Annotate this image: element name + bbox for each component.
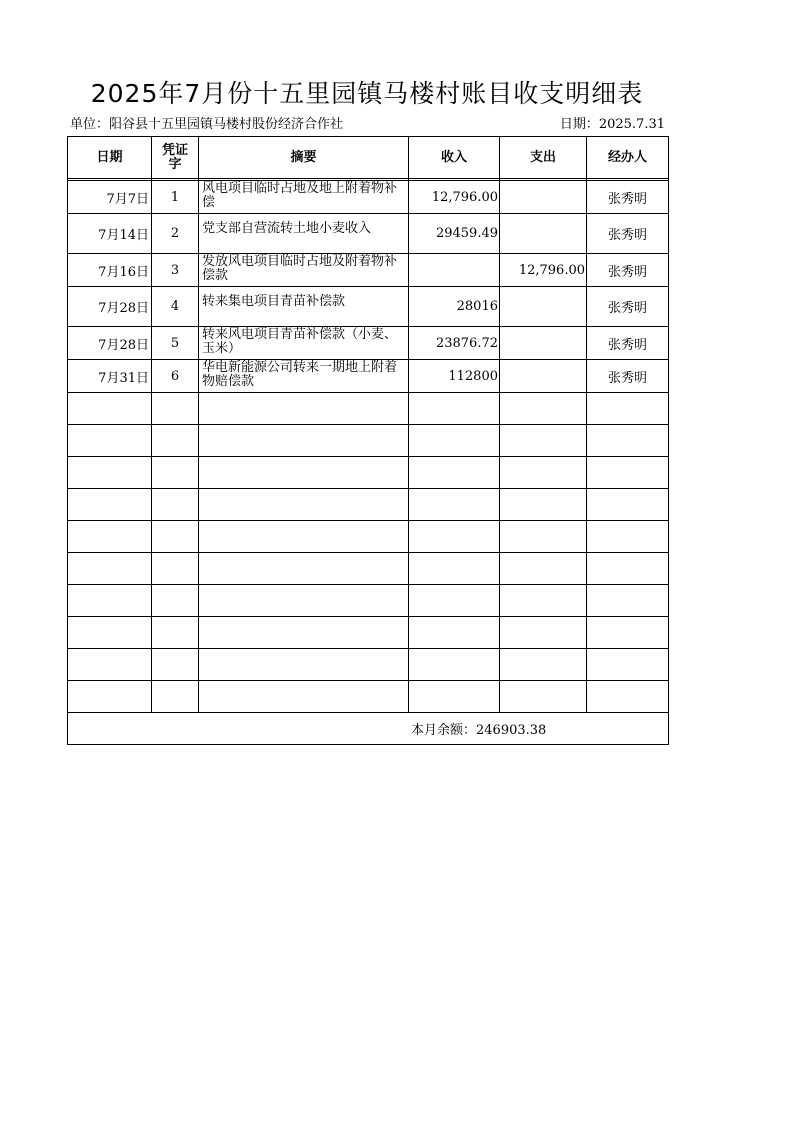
empty-row xyxy=(68,585,669,617)
cell-date: 7月14日 xyxy=(68,214,152,254)
cell-income: 23876.72 xyxy=(409,327,500,360)
empty-row xyxy=(68,681,669,713)
page-title: 2025年7月份十五里园镇马楼村账目收支明细表 xyxy=(90,79,644,108)
cell-income: 12,796.00 xyxy=(409,181,500,214)
cell-handler: 张秀明 xyxy=(587,327,669,360)
report-date: 日期：2025.7.31 xyxy=(559,117,665,132)
empty-row xyxy=(68,553,669,585)
header-voucher: 凭证字 xyxy=(152,137,199,179)
summary-text: 转来集电项目青苗补偿款 xyxy=(202,294,346,309)
cell-handler: 张秀明 xyxy=(587,360,669,393)
cell-handler: 张秀明 xyxy=(587,254,669,287)
empty-row xyxy=(68,457,669,489)
table-row xyxy=(68,287,669,327)
header-summary: 摘要 xyxy=(199,137,409,179)
header-handler: 经办人 xyxy=(587,137,669,179)
cell-summary xyxy=(199,214,409,254)
table-row xyxy=(68,327,669,360)
table-row xyxy=(68,360,669,393)
cell-date: 7月16日 xyxy=(68,254,152,287)
summary-text: 发放风电项目临时占地及附着物补偿款 xyxy=(202,254,398,283)
cell-summary xyxy=(199,327,409,360)
cell-summary xyxy=(199,287,409,327)
table-row xyxy=(68,214,669,254)
balance-row xyxy=(68,713,669,745)
cell-summary xyxy=(199,254,409,287)
summary-text: 风电项目临时占地及地上附着物补偿 xyxy=(202,181,398,210)
cell-handler: 张秀明 xyxy=(587,287,669,327)
summary-text: 转来风电项目青苗补偿款（小麦、玉米） xyxy=(202,327,398,356)
cell-summary xyxy=(199,360,409,393)
cell-expense xyxy=(500,181,587,214)
cell-expense xyxy=(500,327,587,360)
cell-voucher: 4 xyxy=(152,287,199,327)
empty-row xyxy=(68,425,669,457)
cell-expense xyxy=(500,360,587,393)
cell-voucher: 1 xyxy=(152,181,199,214)
empty-row xyxy=(68,649,669,681)
header-row xyxy=(68,137,669,179)
cell-date: 7月31日 xyxy=(68,360,152,393)
table-row xyxy=(68,254,669,287)
cell-income: 112800 xyxy=(409,360,500,393)
summary-text: 党支部自营流转土地小麦收入 xyxy=(202,221,372,236)
cell-income: 29459.49 xyxy=(409,214,500,254)
cell-voucher: 5 xyxy=(152,327,199,360)
cell-income xyxy=(409,254,500,287)
cell-expense: 12,796.00 xyxy=(500,254,587,287)
cell-voucher: 2 xyxy=(152,214,199,254)
summary-text: 华电新能源公司转来一期地上附着物赔偿款 xyxy=(202,360,398,389)
cell-expense xyxy=(500,287,587,327)
header-expense: 支出 xyxy=(500,137,587,179)
cell-handler: 张秀明 xyxy=(587,181,669,214)
cell-handler: 张秀明 xyxy=(587,214,669,254)
ledger-table xyxy=(67,136,669,745)
cell-voucher: 3 xyxy=(152,254,199,287)
cell-expense xyxy=(500,214,587,254)
header-date: 日期 xyxy=(68,137,152,179)
balance-text: 本月余额：246903.38 xyxy=(411,723,547,738)
empty-row xyxy=(68,617,669,649)
empty-row xyxy=(68,521,669,553)
unit-label: 单位：阳谷县十五里园镇马楼村股份经济合作社 xyxy=(70,117,344,132)
header-income: 收入 xyxy=(409,137,500,179)
cell-date: 7月28日 xyxy=(68,287,152,327)
balance-cell xyxy=(68,713,669,745)
empty-row xyxy=(68,489,669,521)
cell-date: 7月28日 xyxy=(68,327,152,360)
cell-voucher: 6 xyxy=(152,360,199,393)
table-row xyxy=(68,181,669,214)
cell-date: 7月7日 xyxy=(68,181,152,214)
empty-row xyxy=(68,393,669,425)
cell-income: 28016 xyxy=(409,287,500,327)
cell-summary xyxy=(199,181,409,214)
